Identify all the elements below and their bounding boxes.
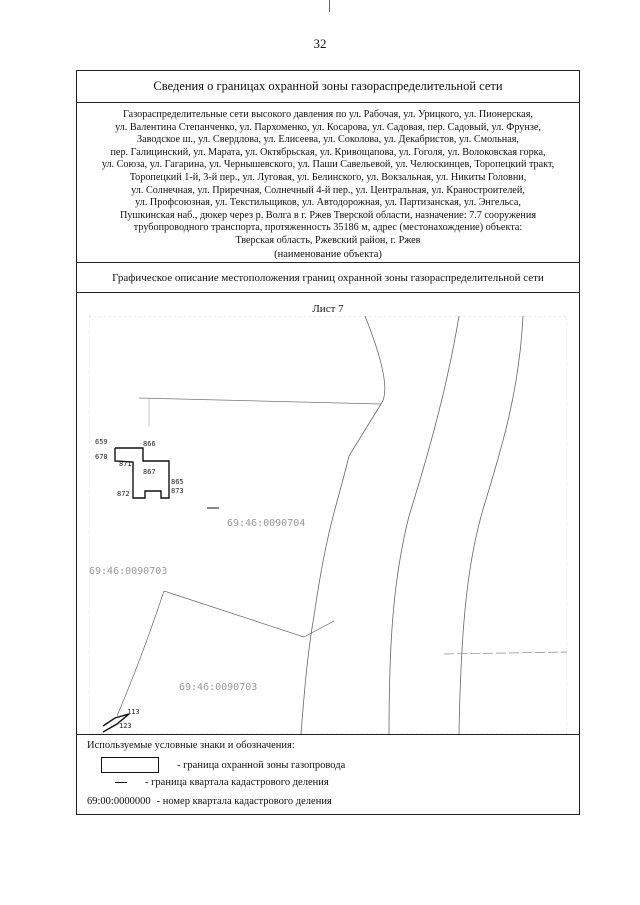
point-label: 871 (119, 460, 132, 468)
legend-divider (77, 734, 579, 735)
point-label: 113 (127, 708, 140, 716)
description-line: ул. Солнечная, ул. Приречная, Солнечный 4-й пер., ул. Центральная, ул. Краностроителей, (131, 184, 525, 196)
description-line: ул. Профсоюзная, ул. Текстильщиков, ул. Автодорожная, ул. Партизанская, ул. Энгельса, (135, 197, 521, 209)
quarter-boundary (389, 316, 459, 734)
graphic-description-title: Графическое описание местоположения границ охранной зоны газораспределительной сети (77, 263, 579, 293)
section-title: Сведения о границах охранной зоны газораспределительной сети (77, 71, 579, 103)
zone-boundary-swatch (101, 757, 159, 773)
point-label: 865 (171, 478, 184, 486)
object-description (77, 103, 579, 263)
description-line: Торопецкий 1-й, 3-й пер., ул. Луговая, ул. Белинского, ул. Вокзальная, ул. Никиты Головни, (129, 171, 527, 183)
quarter-boundary (164, 591, 334, 637)
legend-item-text: - номер квартала кадастрового деления (156, 796, 332, 807)
legend-item-text: - граница квартала кадастрового деления (145, 777, 329, 788)
quarter-number-label: 69:46:0090703 (89, 566, 168, 577)
point-label: 123 (119, 722, 132, 730)
document-frame (76, 70, 580, 815)
quarter-boundary (301, 316, 385, 734)
point-label: 872 (117, 490, 130, 498)
description-line: Заводское ш., ул. Свердлова, ул. Елисеева, ул. Соколова, ул. Декабристов, ул. Смольная, (137, 134, 519, 146)
object-name-caption: (наименование объекта) (77, 247, 579, 263)
sheet-label: Лист 7 (312, 303, 344, 315)
description-line: ул. Союза, ул. Гагарина, ул. Чернышевского, ул. Паши Савельевой, ул. Челюскинцев, Торопецкий тракт, (101, 159, 555, 171)
cadastral-map (89, 316, 567, 734)
description-line: пер. Галицинский, ул. Марата, ул. Октябрьская, ул. Кривощапова, ул. Гоголя, ул. Волоковская горка, (110, 146, 546, 158)
legend-item-quarter-boundary (93, 777, 329, 788)
point-label: 867 (143, 468, 156, 476)
quarter-number-example: 69:00:0000000 (87, 796, 151, 807)
description-line: Пушкинская наб., дюкер через р. Волга в г. Ржев Тверской области, назначение: 7.7 сооружения (119, 209, 537, 221)
description-line: Тверская область, Ржевский район, г. Ржев (235, 234, 421, 246)
description-line: трубопроводного транспорта, протяженность 35186 м, адрес (местонахождение) объекта: (133, 222, 523, 234)
map-frame (89, 316, 567, 734)
quarter-boundary (139, 398, 381, 404)
point-label: 873 (171, 487, 184, 495)
description-line: ул. Валентина Степанченко, ул. Пархоменко, ул. Косарова, ул. Садовая, пер. Садовый, ул. Фрунзе, (115, 121, 541, 133)
quarter-number-label: 69:46:0090704 (227, 518, 306, 529)
quarter-boundary (444, 652, 567, 654)
quarter-number-label: 69:46:0090703 (179, 682, 258, 693)
point-label: 659 (95, 438, 108, 446)
legend-item-zone-boundary (101, 757, 345, 773)
description-line: Газораспределительные сети высокого давления по ул. Рабочая, ул. Урицкого, ул. Пионерская, (123, 109, 533, 120)
quarter-boundary (459, 316, 523, 734)
legend-item-text: - граница охранной зоны газопровода (177, 759, 346, 771)
point-label: 670 (95, 453, 108, 461)
quarter-boundary (117, 591, 164, 716)
legend-item-quarter-number (87, 796, 332, 807)
legend-title: Используемые условные знаки и обозначения: (87, 740, 295, 751)
quarter-boundary-swatch (115, 782, 127, 783)
top-edge-mark (329, 0, 330, 12)
page-number: 32 (313, 36, 327, 51)
point-label: 866 (143, 440, 156, 448)
